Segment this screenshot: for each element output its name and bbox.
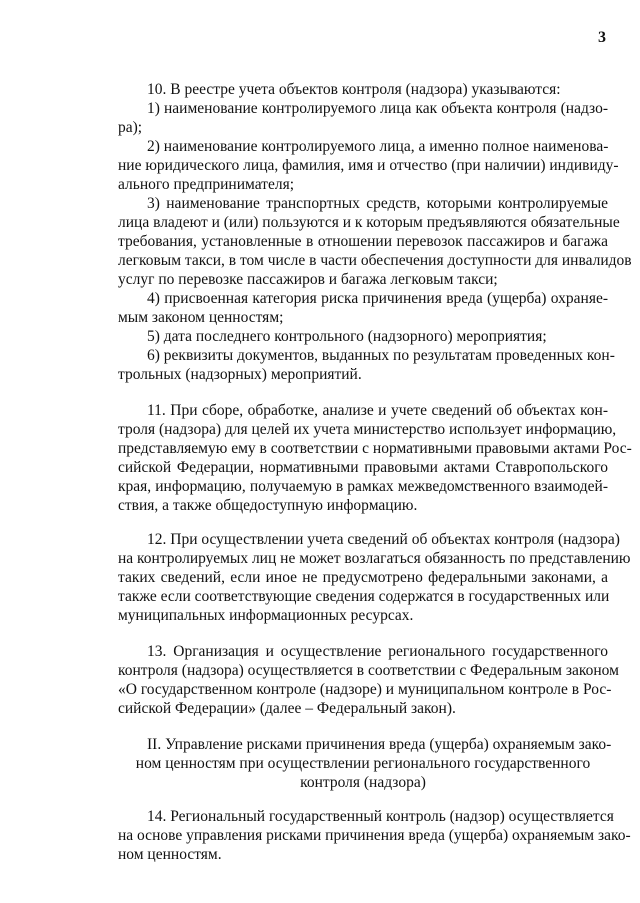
text-line: 11. При сборе, обработке, анализе и учете сведений об объектах кон- — [147, 402, 608, 419]
text-line: ального предпринимателя; — [118, 176, 295, 193]
heading-line: II. Управление рисками причинения вреда (ущерба) охраняемым зако- — [147, 736, 612, 753]
text-line: сийской Федерации, нормативными правовыми актами Ставропольского — [118, 459, 608, 476]
heading-line: ном ценностям при осуществлении регионального государственного — [135, 755, 591, 772]
text-line: 10. В реестре учета объектов контроля (надзора) указываются: — [147, 81, 561, 98]
text-line: контроля (надзора) осуществляется в соответствии с Федеральным законом — [118, 662, 619, 679]
text-line: 4) присвоенная категория риска причинения вреда (ущерба) охраняе- — [147, 290, 608, 307]
text-line: таких сведений, если иное не предусмотрено федеральными законами, а — [118, 569, 608, 586]
text-line: ра); — [118, 119, 143, 136]
text-line: сийской Федерации» (далее – Федеральный закон). — [118, 700, 456, 717]
text-line: ствия, а также общедоступную информацию. — [118, 497, 418, 514]
text-line: 1) наименование контролируемого лица как объекта контроля (надзо- — [147, 100, 608, 117]
text-line: «О государственном контроле (надзоре) и муниципальном контроле в Рос- — [118, 681, 612, 698]
text-line: 5) дата последнего контрольного (надзорного) мероприятия; — [147, 328, 547, 345]
text-line: муниципальных информационных ресурсах. — [118, 607, 414, 624]
text-line: 12. При осуществлении учета сведений об объектах контроля (надзора) — [147, 531, 620, 548]
text-line: трольных (надзорных) мероприятий. — [118, 366, 362, 383]
page-number: 3 — [598, 29, 606, 46]
text-line: также если соответствующие сведения содержатся в государственных или — [118, 588, 610, 605]
text-line: на контролируемых лиц не может возлагаться обязанность по представлению — [118, 550, 631, 567]
text-line: 14. Региональный государственный контроль (надзор) осуществляется — [147, 808, 614, 825]
text-line: легковым такси, в том числе в части обеспечения доступности для инвалидов — [118, 252, 632, 269]
text-line: услуг по перевозке пассажиров и багажа легковым такси; — [118, 271, 498, 288]
text-line: 13. Организация и осуществление регионального государственного — [147, 643, 608, 660]
heading-line: контроля (надзора) — [300, 774, 426, 791]
text-line: мым законом ценностям; — [118, 309, 284, 326]
text-line: лица владеют и (или) пользуются и к которым предъявляются обязательные — [118, 214, 620, 231]
text-line: на основе управления рисками причинения вреда (ущерба) охраняемым зако- — [118, 827, 631, 844]
text-line: края, информацию, получаемую в рамках межведомственного взаимодей- — [118, 478, 608, 495]
text-line: представляемую ему в соответствии с нормативными правовыми актами Рос- — [118, 440, 632, 457]
text-line: ние юридического лица, фамилия, имя и отчество (при наличии) индивиду- — [118, 157, 619, 174]
text-line: 3) наименование транспортных средств, которыми контролируемые — [147, 195, 608, 212]
text-line: 6) реквизиты документов, выданных по результатам проведенных кон- — [147, 347, 615, 364]
text-line: 2) наименование контролируемого лица, а именно полное наименова- — [147, 138, 609, 155]
text-line: требования, установленные в отношении перевозок пассажиров и багажа — [118, 233, 608, 250]
text-line: ном ценностям. — [118, 846, 222, 863]
text-line: троля (надзора) для целей их учета министерство использует информацию, — [118, 421, 617, 438]
